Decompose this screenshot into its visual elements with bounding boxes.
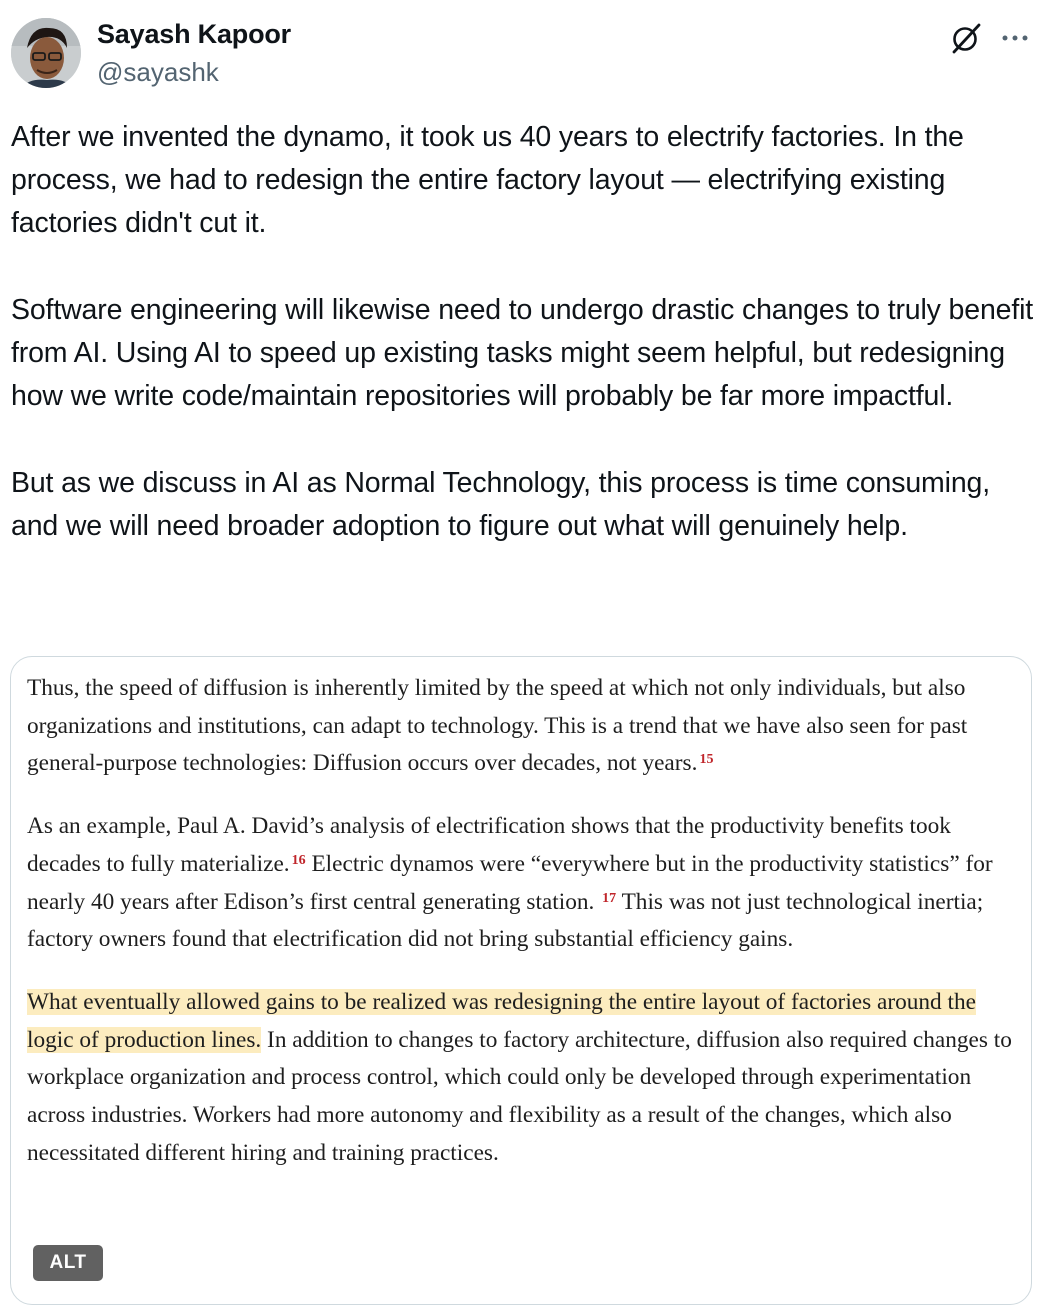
highlighted-text: What eventually allowed gains to be realized was redesigning the entire layout of factories around the logic of production lines. [27,988,976,1053]
tweet-image[interactable] [10,656,1032,1305]
excerpt-paragraph-2 [27,808,1027,959]
excerpt-text: Electric dynamos were “everywhere but in the productivity statistics” for nearly 40 years after Edison’s first central generating station. [27,850,993,915]
footnote-marker: 15 [699,752,714,768]
tweet-text: After we invented the dynamo, it took us 40 years to electrify factories. In the process, we had to redesign the entire factory layout — electrifying existing factories didn't cut it. Software engineering will likewise need to undergo drastic changes to truly benefit from AI. Using AI to speed up existing tasks might seem helpful, but redesigning how we write code/maintain repositories will probably be far more impactful. But as we discuss in AI as Normal Technology, this process is time consuming, and we will need broader adoption to figure out what will genuinely help. [11,121,1034,542]
alt-text-badge[interactable]: ALT [33,1245,103,1281]
article-excerpt [27,670,1027,1197]
excerpt-text: As an example, Paul A. David’s analysis of electrification shows that the productivity benefits took decades to fully materialize. [27,813,951,877]
author-handle[interactable]: @sayashk [97,57,219,87]
footnote-marker: 17 [602,890,617,906]
excerpt-paragraph-3 [27,984,1027,1173]
more-dots-icon[interactable] [1000,24,1030,52]
avatar-image [11,18,81,88]
grok-icon[interactable] [950,22,982,54]
footnote-marker: 16 [291,852,306,868]
author-avatar[interactable] [11,18,81,88]
author-name[interactable]: Sayash Kapoor [97,19,291,49]
excerpt-text: In addition to changes to factory architecture, diffusion also required changes to workplace organization and process control, which could only be developed through experimentation across industries. Workers had more autonomy and flexibility as a result of the changes, which also necessitated different hiring and training practices. [27,1026,1012,1166]
excerpt-text: This was not just technological inertia; factory owners found that electrification did not bring substantial efficiency gains. [27,888,984,953]
excerpt-text: Thus, the speed of diffusion is inherently limited by the speed at which not only individuals, but also organizations and institutions, can adapt to technology. This is a trend that we have also seen for past general-purpose technologies: Diffusion occurs over decades, not years. [27,675,968,777]
excerpt-paragraph-1 [27,670,1027,783]
tweet-header [0,0,1042,100]
